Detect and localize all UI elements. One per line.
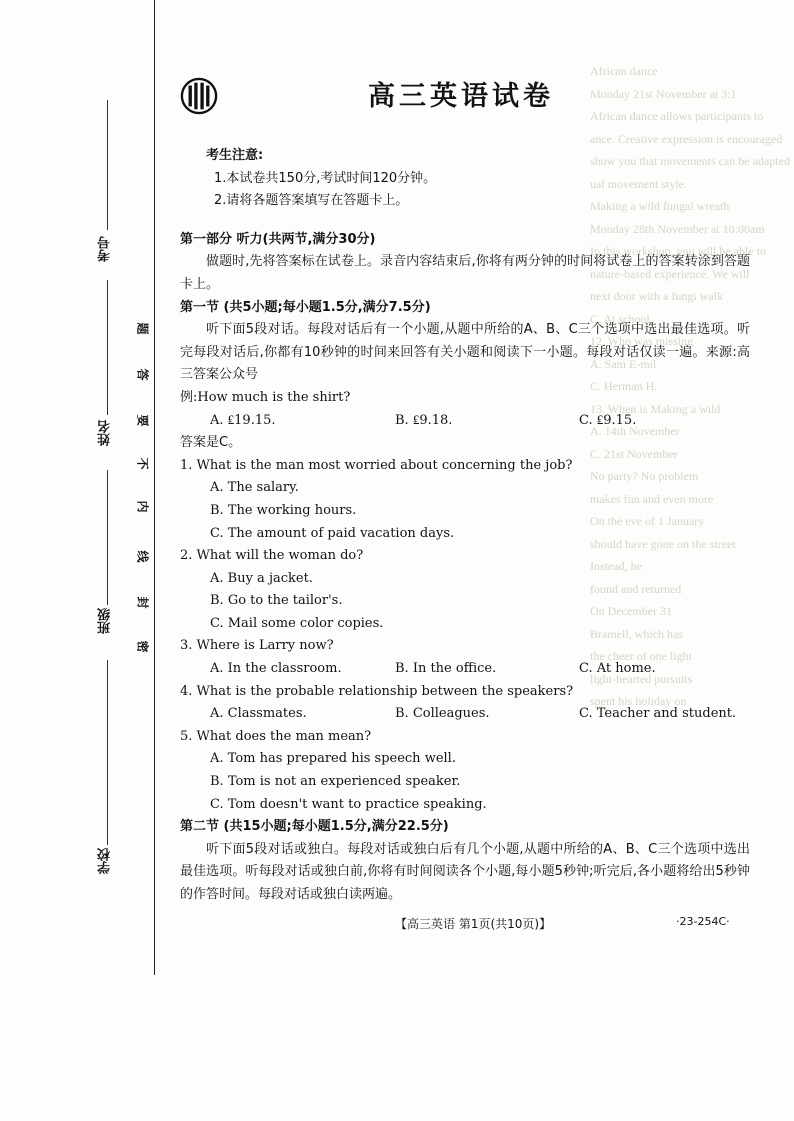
bleed-through-line: A. 14th November [590, 424, 680, 438]
bleed-through-line: Bramell, which has [590, 626, 683, 641]
bleed-through-line: makes fun and even more [590, 491, 714, 506]
page-footer: 【高三英语 第1页(共10页)】 [395, 917, 552, 931]
bleed-through-line: C. Herman H. [590, 379, 658, 393]
notice-item-2: 2.请将各题答案填写在答题卡上。 [214, 193, 409, 209]
exam-content [180, 145, 750, 907]
exam-number-label: 考号 [98, 236, 113, 262]
question-5-option-a: A. Tom has prepared his speech well. [210, 751, 456, 767]
bleed-through-line: Making a wild fungal wreath [590, 199, 730, 213]
part1-instruction: 做题时,先将答案标在试卷上。录音内容结束后,你将有两分钟的时间将试卷上的答案转涂到答题卡上。 [180, 254, 750, 292]
example-option-b: B. ₤9.18. [395, 412, 453, 428]
question-4-option-c: C. Teacher and student. [579, 706, 737, 722]
bleed-through-line: show you that movements can be adapted [590, 154, 790, 168]
source-note: 来源:高三答案公众号 [180, 344, 750, 383]
class-label: 班级 [98, 608, 113, 634]
question-3-option-b: B. In the office. [395, 661, 497, 677]
question-4: 4. What is the probable relationship between the speakers? [180, 683, 574, 699]
question-5-option-c: C. Tom doesn't want to practice speaking. [210, 796, 487, 812]
class-blank[interactable] [107, 470, 108, 605]
bleed-through-line: African dance [590, 64, 658, 78]
page-title: 高三英语试卷 [368, 81, 554, 112]
exam-code: ·23-254C· [676, 915, 730, 928]
bleed-through-line: Monday 21st November at 3:1 [590, 86, 737, 101]
question-2-option-a: A. Buy a jacket. [210, 570, 313, 586]
bleed-through-line: the cheer of one light [590, 649, 692, 663]
bleed-through-line: ance. Creative expression is encouraged [590, 131, 783, 146]
seal-char-2: 答 [135, 368, 150, 381]
school-blank[interactable] [107, 660, 108, 845]
notice-item-1: 1.本试卷共150分,考试时间120分钟。 [214, 170, 437, 186]
name-label: 姓名 [98, 420, 113, 446]
section2-instruction: 听下面5段对话或独白。每段对话或独白后有几个小题,从题中所给的A、B、C三个选项中选出最佳选项。听每段对话或独白前,你将有时间阅读各个小题,每小题5秒钟;听完后,各小题将给出5秒钟的作答时间。每段对话或独白读两遍。 [180, 841, 750, 902]
seal-char-3: 要 [135, 414, 150, 427]
seal-char-6: 线 [135, 550, 150, 563]
bleed-through-line: 13. When is Making a wild [590, 401, 721, 416]
bleed-through-line: spent his holiday on [590, 694, 687, 708]
bleed-through-line: On the eve of 1 January [590, 514, 705, 528]
example-answer: 答案是C。 [180, 435, 242, 451]
question-2-option-b: B. Go to the tailor's. [210, 593, 343, 609]
example-options [180, 410, 750, 433]
question-5-option-b: B. Tom is not an experienced speaker. [210, 774, 461, 790]
publisher-logo-icon [180, 77, 218, 115]
seal-char-4: 不 [135, 457, 150, 470]
question-2-option-c: C. Mail some color copies. [210, 615, 384, 631]
example-option-a: A. ₤19.15. [210, 412, 276, 428]
bleed-through-line: Monday 28th November at 10:00am [590, 221, 765, 236]
bleed-through-line: found and returned [590, 581, 682, 596]
bleed-through-line: No party? No problem [590, 469, 699, 483]
section1-instruction [180, 319, 750, 387]
binding-line [154, 0, 155, 975]
bleed-through-line: C. At school. [590, 311, 653, 326]
bleed-through-line: Instead, he [590, 559, 642, 573]
example-option-c: C. ₤9.15. [579, 412, 637, 428]
name-blank[interactable] [107, 280, 108, 415]
question-3: 3. Where is Larry now? [180, 638, 334, 654]
exam-number-blank[interactable] [107, 100, 108, 230]
example-question: 例:How much is the shirt? [180, 389, 351, 405]
bleed-through-line: should have gone on the street [590, 536, 736, 551]
bleed-through-line: next door with a fungi walk [590, 289, 723, 303]
section1-heading: 第一节 (共5小题;每小题1.5分,满分7.5分) [180, 299, 431, 315]
question-1: 1. What is the man most worried about concerning the job? [180, 457, 573, 473]
question-list [180, 455, 750, 817]
bleed-through-line: A. Sam E-mil [590, 356, 657, 371]
part1-heading: 第一部分 听力(共两节,满分30分) [180, 231, 376, 247]
bleed-through-line: nature-based experience. We will [590, 266, 750, 281]
question-5: 5. What does the man mean? [180, 728, 372, 744]
question-4-option-b: B. Colleagues. [395, 706, 490, 722]
question-1-option-b: B. The working hours. [210, 502, 357, 518]
question-3-option-a: A. In the classroom. [210, 661, 342, 677]
bleed-through-line: ual movement style. [590, 176, 687, 191]
question-4-option-a: A. Classmates. [210, 706, 307, 722]
seal-char-5: 内 [135, 500, 150, 513]
section2-heading: 第二节 (共15小题;每小题1.5分,满分22.5分) [180, 819, 449, 835]
bleed-through-line: African dance allows participants to [590, 109, 764, 123]
seal-char-1: 题 [135, 322, 150, 335]
school-label: 学校 [98, 848, 113, 874]
question-3-option-c: C. At home. [579, 661, 656, 677]
bleed-through-line: C. 21st November [590, 446, 678, 461]
bleed-through-line: On December 31 [590, 604, 672, 618]
section1-instruction-text: 听下面5段对话。每段对话后有一个小题,从题中所给的A、B、C三个选项中选出最佳选项。听完每段对话后,你都有10秒钟的时间来回答有关小题和阅读下一小题。每段对话仅读一遍。 [180, 322, 750, 360]
seal-char-8: 密 [135, 640, 150, 653]
bleed-through-line: 12. Who was missing [590, 334, 694, 348]
bleed-through-line: light-hearted pursuits [590, 671, 693, 686]
bleed-through-line: In this workshop, you will be able to [590, 244, 766, 258]
question-3-options [180, 658, 750, 681]
question-1-option-c: C. The amount of paid vacation days. [210, 525, 455, 541]
question-4-options [180, 703, 750, 726]
notice-heading: 考生注意: [206, 148, 264, 163]
seal-char-7: 封 [135, 596, 150, 609]
question-1-option-a: A. The salary. [210, 480, 299, 496]
question-2: 2. What will the woman do? [180, 548, 364, 564]
